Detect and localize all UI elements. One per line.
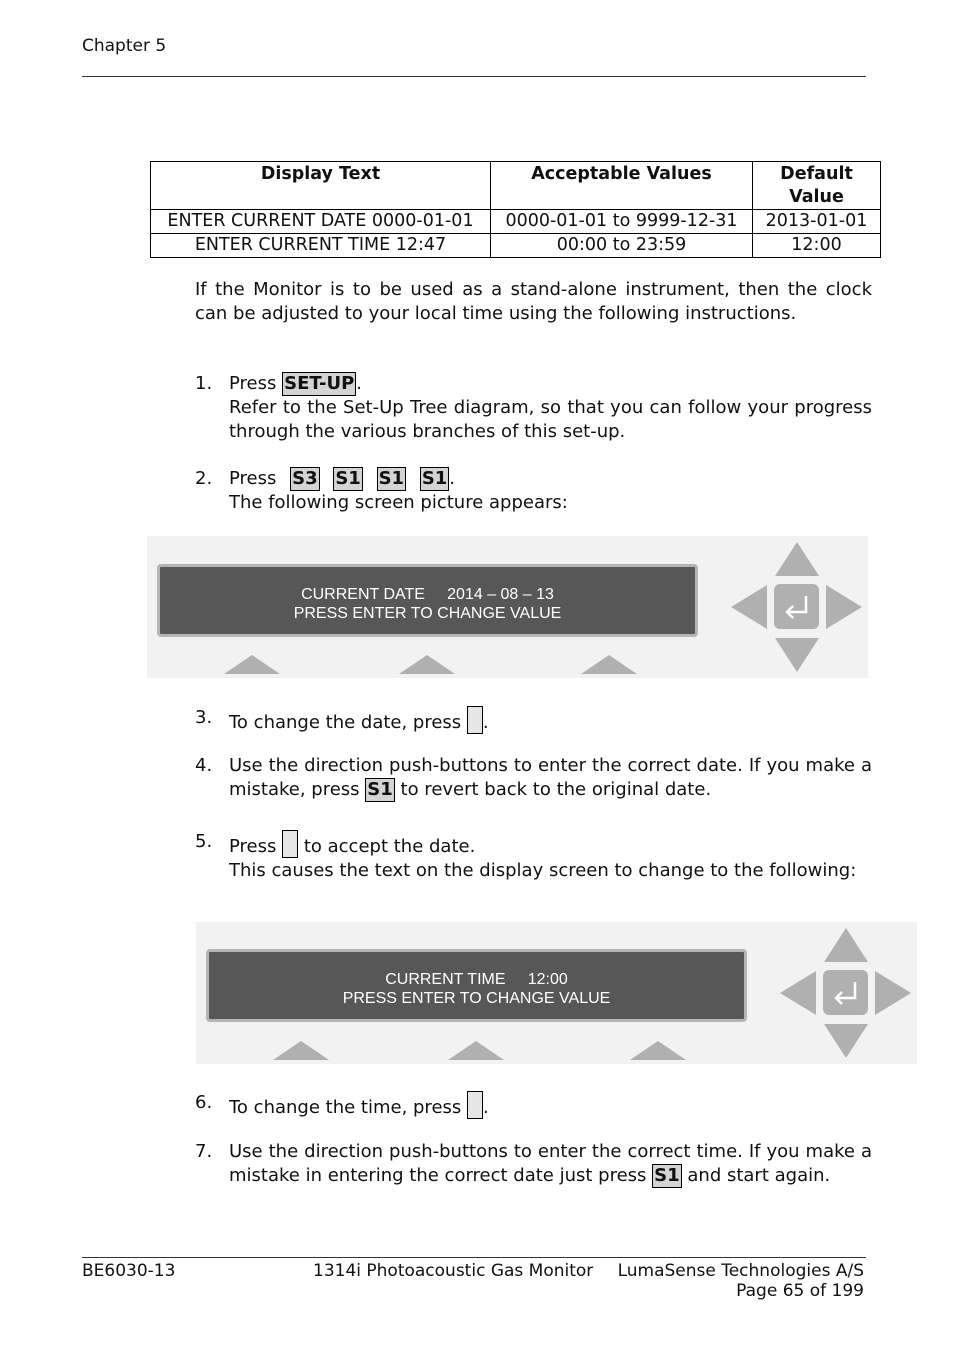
softkey-arrow-icon <box>448 1041 504 1060</box>
step-text: Use the direction push-buttons to enter the correct time. If you make a mistake in entering the correct date just press <box>229 1141 872 1186</box>
lcd-line-2: PRESS ENTER TO CHANGE VALUE <box>293 605 562 622</box>
table-cell: 12:00 <box>753 234 881 258</box>
arrow-down-icon <box>775 638 819 672</box>
step-text: . <box>449 468 456 489</box>
step-text: to revert back to the original date. <box>394 779 712 800</box>
step-6 <box>195 1091 872 1120</box>
table-cell: 2013-01-01 <box>753 210 881 234</box>
s1-key: S1 <box>367 779 393 800</box>
display-panel-date <box>147 536 868 678</box>
lcd-line-1: CURRENT TIME 12:00 <box>385 971 568 988</box>
step-number: 7. <box>195 1141 213 1162</box>
setup-key: SET-UP <box>284 373 355 394</box>
step-number: 2. <box>195 468 213 489</box>
date-time-parameter-table <box>150 161 881 258</box>
softkey-arrow-icon <box>224 655 280 674</box>
step-4 <box>195 754 872 802</box>
arrow-right-icon <box>875 971 911 1015</box>
step-5 <box>195 830 872 883</box>
s1-key: S1 <box>335 468 361 489</box>
step-number: 6. <box>195 1092 213 1113</box>
s1-key: S1 <box>654 1165 680 1186</box>
keypad-graphic <box>147 536 868 678</box>
display-panel-time <box>196 922 917 1064</box>
col-header-display-text: Display Text <box>151 162 491 210</box>
table-cell: 0000-01-01 to 9999-12-31 <box>491 210 753 234</box>
table-cell: ENTER CURRENT DATE 0000-01-01 <box>151 210 491 234</box>
step-7 <box>195 1140 872 1188</box>
table-cell: ENTER CURRENT TIME 12:47 <box>151 234 491 258</box>
step-text: Use the direction push-buttons to enter the correct date. If you make a mistake, press <box>229 755 872 800</box>
footer-doc-id: BE6030-13 <box>82 1261 176 1281</box>
softkey-arrow-icon <box>399 655 455 674</box>
step-text: to accept the date. <box>298 836 476 857</box>
footer-page-number: Page 65 of 199 <box>736 1281 864 1301</box>
step-text: Press <box>229 373 283 394</box>
step-text: To change the time, press <box>229 1097 467 1118</box>
step-number: 4. <box>195 755 213 776</box>
step-number: 1. <box>195 373 213 394</box>
step-text: Press <box>229 836 283 857</box>
step-text: To change the date, press <box>229 712 467 733</box>
arrow-left-icon <box>780 971 816 1015</box>
enter-key <box>467 1091 483 1119</box>
step-detail: The following screen picture appears: <box>229 492 568 513</box>
step-2 <box>195 467 872 515</box>
arrow-up-icon <box>775 542 819 576</box>
step-text: Press <box>229 468 283 489</box>
step-text: and start again. <box>681 1165 831 1186</box>
table-cell: 00:00 to 23:59 <box>491 234 753 258</box>
arrow-down-icon <box>824 1024 868 1058</box>
header-rule <box>82 76 866 77</box>
step-detail: Refer to the Set-Up Tree diagram, so that you can follow your progress through the various branches of this set-up. <box>229 397 872 442</box>
footer-rule <box>82 1257 866 1258</box>
lcd-line-2: PRESS ENTER TO CHANGE VALUE <box>342 990 611 1007</box>
table-header-row <box>151 162 881 210</box>
step-text: . <box>356 373 363 394</box>
table-row <box>151 234 881 258</box>
footer-product: 1314i Photoacoustic Gas Monitor <box>313 1261 594 1281</box>
softkey-arrow-icon <box>273 1041 329 1060</box>
arrow-right-icon <box>826 585 862 629</box>
step-1 <box>195 372 872 444</box>
step-text: . <box>482 712 489 733</box>
step-text: . <box>483 1097 489 1118</box>
intro-paragraph: If the Monitor is to be used as a stand-alone instrument, then the clock can be adjusted to your local time using the following instructions. <box>195 279 872 324</box>
s3-key: S3 <box>292 468 318 489</box>
footer-company: LumaSense Technologies A/S <box>617 1261 864 1281</box>
step-3 <box>195 706 872 735</box>
chapter-label: Chapter 5 <box>82 36 167 56</box>
step-number: 3. <box>195 707 213 728</box>
softkey-arrow-icon <box>630 1041 686 1060</box>
enter-key <box>467 706 483 734</box>
arrow-up-icon <box>824 928 868 962</box>
s1-key: S1 <box>421 468 448 489</box>
enter-key <box>282 830 298 858</box>
enter-key-icon <box>774 584 819 629</box>
keypad-graphic <box>196 922 917 1064</box>
col-header-acceptable-values: Acceptable Values <box>491 162 753 210</box>
col-header-default-value: Default Value <box>753 162 881 210</box>
table-row <box>151 210 881 234</box>
softkey-arrow-icon <box>581 655 637 674</box>
step-detail: This causes the text on the display screen to change to the following: <box>229 860 857 881</box>
arrow-left-icon <box>731 585 767 629</box>
s1-key: S1 <box>378 468 405 489</box>
enter-key-icon <box>823 970 868 1015</box>
step-number: 5. <box>195 831 213 852</box>
lcd-line-1: CURRENT DATE 2014 – 08 – 13 <box>301 586 554 603</box>
